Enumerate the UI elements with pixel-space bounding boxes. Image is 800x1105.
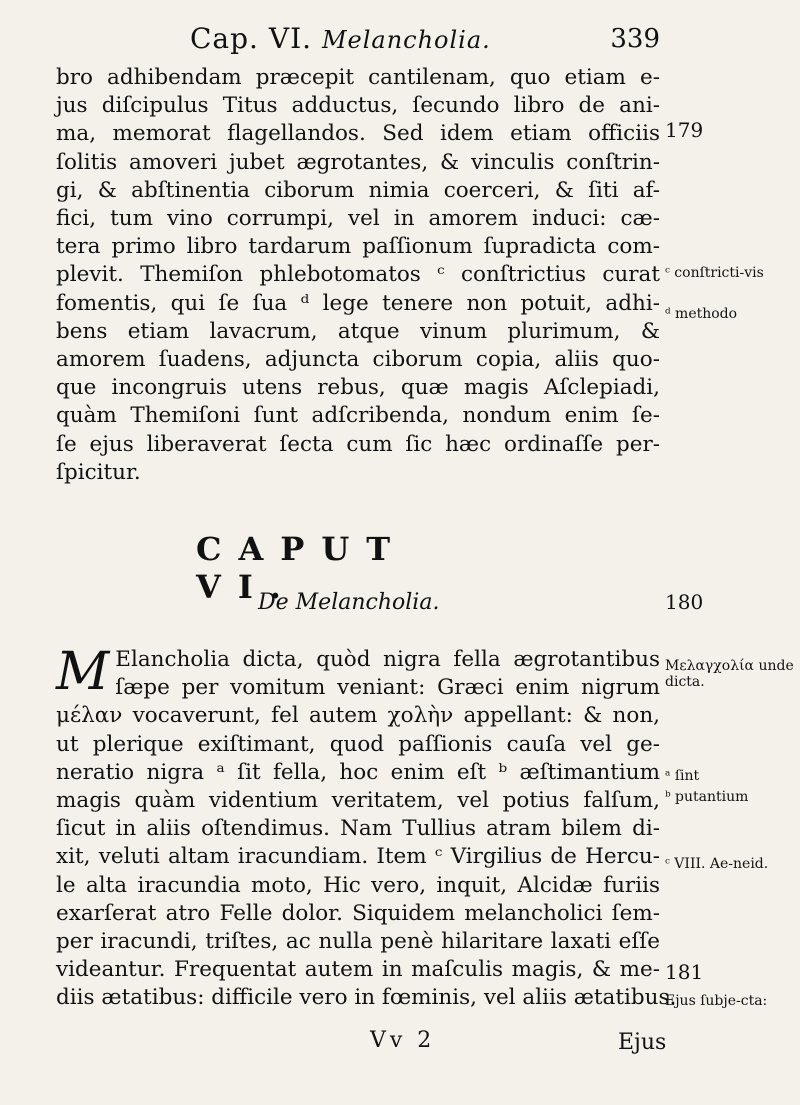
text-line: ut plerique exiſtimant, quod paſſionis cauſa vel ge- <box>56 731 660 757</box>
page-number: 339 <box>610 24 660 54</box>
text-line: plevit. Themiſon phlebotomatos ᶜ conſtrictius curat <box>56 262 660 288</box>
text-line: neratio nigra ᵃ ſit fella, hoc enim eſt ᵇ æſtimantium <box>56 759 660 785</box>
chapter-name: Melancholia. <box>321 26 491 54</box>
paragraph-2 <box>56 642 677 1013</box>
margin-note-c: ᶜ conſtricti-vis <box>665 265 764 281</box>
running-title <box>190 22 491 55</box>
drop-cap: M <box>56 642 110 702</box>
text-line: fici, tum vino corrumpi, vel in amorem induci: cæ- <box>56 206 660 232</box>
signature-mark: Vv 2 <box>370 1028 436 1053</box>
text-line: ſpicitur. <box>56 459 141 485</box>
text-line: quàm Themiſoni ſunt adſcribenda, nondum enim ſe- <box>56 403 660 429</box>
text-line: bro adhibendam præcepit cantilenam, quo etiam e- <box>56 65 660 90</box>
chapter-heading: CAPUT VI. <box>196 530 408 606</box>
text-line: amorem ſuadens, adjuncta ciborum copia, aliis quo- <box>56 347 660 373</box>
margin-note-d: ᵈ methodo <box>665 306 738 322</box>
text-line: ſolitis amoveri jubet ægrotantes, & vinculis conſtrin- <box>56 149 660 175</box>
margin-note-b: ᵇ putantium <box>665 789 749 805</box>
text-line: le alta iracundia moto, Hic vero, inquit, Alcidæ furiis <box>56 872 660 898</box>
margin-note-viii: ᶜ VIII. Ae-neid. <box>665 856 769 872</box>
running-header <box>190 22 660 62</box>
text-line: tera primo libro tardarum paſſionum ſupradicta com- <box>56 234 660 260</box>
margin-number-181: 181 <box>665 960 704 984</box>
catchword: Ejus <box>618 1030 667 1055</box>
text-line: jus diſcipulus Titus adductus, ſecundo libro de ani- <box>56 93 660 119</box>
text-line: bens etiam lavacrum, atque vinum plurimum, & <box>56 318 660 344</box>
text-line: que incongruis utens rebus, quæ magis Aſclepiadi, <box>56 375 660 401</box>
chapter-label: Cap. VI. <box>190 22 313 55</box>
margin-note-a: ᵃ ſint <box>665 768 700 784</box>
text-line: videantur. Frequentat autem in maſculis magis, & me- <box>56 957 660 983</box>
text-line: xit, veluti altam iracundiam. Item ᶜ Virgilius de Hercu- <box>56 844 660 870</box>
text-line: ſicut in aliis oſtendimus. Nam Tullius atram bilem di- <box>56 816 660 842</box>
margin-note-ejus: Ejus ſubje-cta: <box>665 993 768 1009</box>
text-line: Elancholia dicta, quòd nigra fella ægrotantibus <box>115 647 660 672</box>
chapter-subtitle: De Melancholia. <box>258 590 440 615</box>
text-line: diis ætatibus: difficile vero in fœminis, vel aliis ætatibus. <box>56 985 677 1011</box>
text-line: per iracundi, triſtes, ac nulla penè hilaritare laxati eſſe <box>56 929 660 955</box>
text-line: μέλαν vocaverunt, fel autem χολὴν appellant: & non, <box>56 703 660 729</box>
text-line: fomentis, qui ſe ſua ᵈ lege tenere non potuit, adhi- <box>56 290 660 316</box>
margin-number-179: 179 <box>665 118 704 142</box>
text-line: exarſerat atro Felle dolor. Siquidem melancholici ſem- <box>56 900 660 926</box>
margin-note-greek: Μελαγχολία unde dicta. <box>665 658 794 690</box>
text-line: ſe ejus liberaverat ſecta cum ſic hæc ordinaſſe per- <box>56 431 660 457</box>
text-line: ſæpe per vomitum veniant: Græci enim nigrum <box>115 675 660 701</box>
margin-number-180: 180 <box>665 590 704 614</box>
text-line: ma, memorat flagellandos. Sed idem etiam officiis <box>56 121 660 147</box>
paragraph-1 <box>56 64 660 487</box>
text-line: magis quàm videntium veritatem, vel potius falſum, <box>56 788 660 814</box>
text-line: gi, & abſtinentia ciborum nimia coerceri, & ſiti af- <box>56 177 660 203</box>
